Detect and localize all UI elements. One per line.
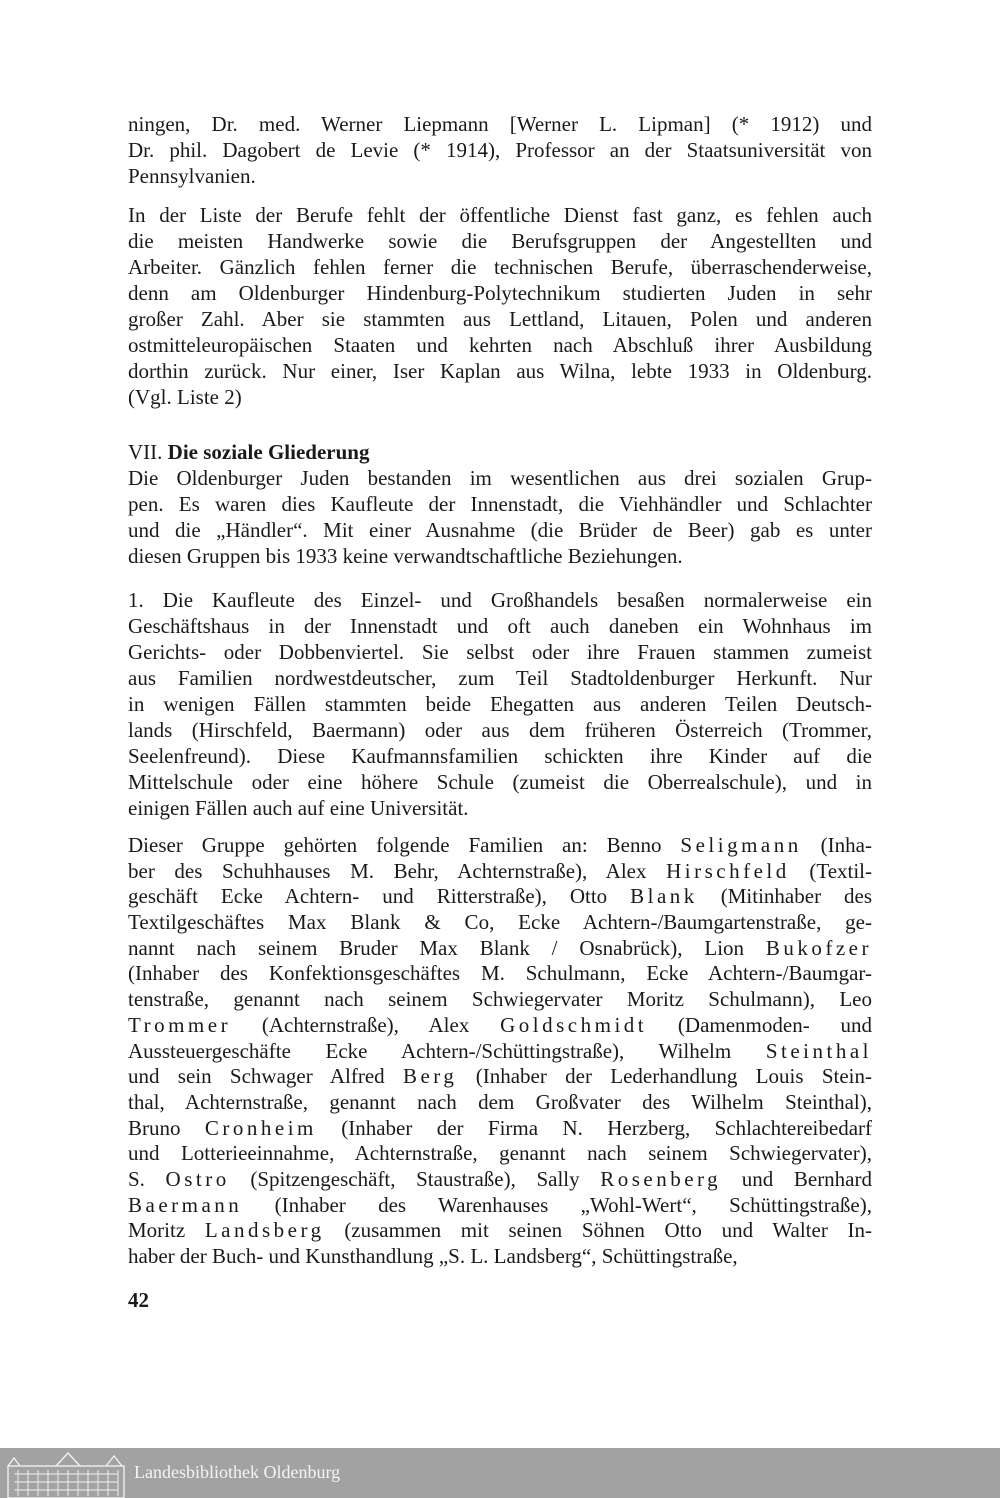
text-line [128, 202, 872, 228]
text-segment: Moritz [128, 1218, 205, 1243]
paragraph-3 [128, 465, 872, 569]
text-segment: S. [128, 1166, 166, 1191]
text-segment: Bruno [128, 1115, 205, 1140]
text-line [128, 613, 872, 639]
text-segment: (Inhaber des Warenhauses „Wohl-Wert“, Schüttingstraße), [242, 1192, 872, 1217]
text-segment: großer Zahl. Aber sie stammten aus Lettland, Litauen, Polen und anderen [128, 307, 872, 331]
spaced-name: Berg [402, 1064, 458, 1089]
text-segment: thal, Achternstraße, genannt nach dem Großvater des Wilhelm Steinthal), [128, 1089, 872, 1114]
text-line [128, 465, 872, 491]
text-line [128, 639, 872, 665]
text-segment: (Damenmoden- und [647, 1012, 872, 1037]
text-line [128, 306, 872, 332]
text-segment: ber des Schuhhauses M. Behr, Achternstraße), Alex [128, 858, 667, 883]
text-segment: dorthin zurück. Nur einer, Iser Kaplan aus Wilna, lebte 1933 in Oldenburg. [128, 359, 872, 383]
text-line [128, 358, 872, 384]
text-segment: denn am Oldenburger Hindenburg-Polytechnikum studierten Juden in sehr [128, 281, 872, 305]
text-segment: (Inhaber der Firma N. Herzberg, Schlachtereibedarf [316, 1115, 873, 1140]
text-segment: und Lotterieeinnahme, Achternstraße, genannt nach seinem Schwiegervater), [128, 1141, 872, 1166]
text-segment: Aussteuergeschäfte Ecke Achtern-/Schüttingstraße), Wilhelm [128, 1038, 766, 1063]
text-segment: und Bernhard [721, 1166, 872, 1191]
text-line [128, 1116, 872, 1142]
text-segment: Gerichts- oder Dobbenviertel. Sie selbst oder ihre Frauen stammen zumeist [128, 640, 872, 664]
text-line [128, 717, 872, 743]
text-segment: (zusammen mit seinen Söhnen Otto und Walter In- [324, 1218, 872, 1243]
text-line [128, 1013, 872, 1039]
text-line [128, 1244, 872, 1270]
text-segment: ostmitteleuropäischen Staaten und kehrten nach Abschluß ihrer Ausbildung [128, 333, 872, 357]
text-segment: in wenigen Fällen stammten beide Ehegatten aus anderen Teilen Deutsch- [128, 692, 872, 716]
paragraph-5 [128, 833, 872, 1270]
text-line [128, 665, 872, 691]
text-segment: Dieser Gruppe gehörten folgende Familien an: Benno [128, 833, 681, 857]
spaced-name: Bukofzer [765, 935, 872, 960]
text-line [128, 691, 872, 717]
text-segment: diesen Gruppen bis 1933 keine verwandtschaftliche Beziehungen. [128, 544, 683, 568]
spaced-name: Ostro [165, 1166, 230, 1191]
text-line [128, 1064, 872, 1090]
text-segment: (Inha- [801, 833, 872, 857]
paragraph-2 [128, 202, 872, 410]
text-segment: (Inhaber des Konfektionsgeschäftes M. Schulmann, Ecke Achtern-/Baumgar- [128, 961, 872, 986]
text-segment: Pennsylvanien. [128, 164, 256, 188]
text-line [128, 833, 872, 859]
text-line [128, 795, 872, 821]
text-line [128, 254, 872, 280]
text-line [128, 228, 872, 254]
spaced-name: Rosenberg [600, 1166, 722, 1191]
text-line [128, 936, 872, 962]
text-line [128, 884, 872, 910]
text-line [128, 1039, 872, 1065]
footer-bar [0, 1448, 1000, 1498]
spaced-name: Hirschfeld [666, 858, 790, 883]
text-segment: ningen, Dr. med. Werner Liepmann [Werner L. Lipman] (* 1912) und [128, 112, 872, 136]
text-segment: (Spitzengeschäft, Staustraße), Sally [229, 1166, 601, 1191]
text-line [128, 743, 872, 769]
text-segment: Arbeiter. Gänzlich fehlen ferner die technischen Berufe, überraschenderweise, [128, 255, 872, 279]
spaced-name: Baermann [128, 1192, 243, 1217]
page-number: 42 [128, 1288, 149, 1312]
text-segment: haber der Buch- und Kunsthandlung „S. L. Landsberg“, Schüttingstraße, [128, 1244, 738, 1268]
text-line [128, 491, 872, 517]
spaced-name: Seligmann [680, 833, 802, 857]
text-segment: einigen Fällen auch auf eine Universität. [128, 796, 469, 820]
text-segment: Seelenfreund). Diese Kaufmannsfamilien schickten ihre Kinder auf die [128, 744, 872, 768]
text-line [128, 1141, 872, 1167]
section-heading [128, 439, 872, 465]
text-segment: VII. [128, 440, 168, 464]
text-line [128, 163, 872, 189]
text-segment: (Inhaber der Lederhandlung Louis Stein- [457, 1064, 872, 1089]
text-segment: tenstraße, genannt nach seinem Schwiegervater Moritz Schulmann), Leo [128, 987, 872, 1012]
paragraph-4 [128, 587, 872, 821]
heading-title: Die soziale Gliederung [167, 440, 370, 464]
library-building-logo-icon [6, 1452, 126, 1498]
spaced-name: Goldschmidt [500, 1012, 648, 1037]
paragraph-1 [128, 111, 872, 189]
text-segment: lands (Hirschfeld, Baermann) oder aus dem früheren Österreich (Trommer, [128, 718, 872, 742]
text-segment: Textilgeschäftes Max Blank & Co, Ecke Achtern-/Baumgartenstraße, ge- [128, 910, 872, 935]
text-segment: und die „Händler“. Mit einer Ausnahme (die Brüder de Beer) gab es unter [128, 518, 872, 542]
text-segment: pen. Es waren dies Kaufleute der Innenstadt, die Viehhändler und Schlachter [128, 492, 872, 516]
text-line [128, 439, 872, 465]
library-name: Landesbibliothek Oldenburg [134, 1462, 341, 1482]
text-line [128, 1167, 872, 1193]
spaced-name: Blank [630, 884, 698, 909]
text-segment: (Vgl. Liste 2) [128, 385, 242, 409]
text-line [128, 587, 872, 613]
text-segment: nannt nach seinem Bruder Max Blank / Osnabrück), Lion [128, 935, 766, 960]
text-segment: geschäft Ecke Achtern- und Ritterstraße), Otto [128, 884, 631, 909]
text-line [128, 961, 872, 987]
spaced-name: Steinthal [765, 1038, 872, 1063]
text-segment: (Achternstraße), Alex [231, 1012, 501, 1037]
text-line [128, 987, 872, 1013]
text-line [128, 543, 872, 569]
spaced-name: Cronheim [204, 1115, 317, 1140]
text-segment: die meisten Handwerke sowie die Berufsgruppen der Angestellten und [128, 229, 872, 253]
text-segment: und sein Schwager Alfred [128, 1064, 403, 1089]
text-line [128, 1218, 872, 1244]
text-line [128, 859, 872, 885]
text-line [128, 769, 872, 795]
spaced-name: Landsberg [204, 1218, 325, 1243]
text-segment: aus Familien nordwestdeutscher, zum Teil Stadtoldenburger Herkunft. Nur [128, 666, 872, 690]
text-line [128, 111, 872, 137]
text-line [128, 517, 872, 543]
text-segment: Geschäftshaus in der Innenstadt und oft auch daneben ein Wohnhaus im [128, 614, 872, 638]
text-line [128, 280, 872, 306]
text-segment: Die Oldenburger Juden bestanden im wesentlichen aus drei sozialen Grup- [128, 466, 872, 490]
text-line [128, 910, 872, 936]
text-line [128, 1193, 872, 1219]
text-segment: (Textil- [789, 858, 873, 883]
spaced-name: Trommer [128, 1012, 232, 1037]
text-line [128, 137, 872, 163]
text-line [128, 332, 872, 358]
text-line [128, 384, 872, 410]
text-segment: Mittelschule oder eine höhere Schule (zumeist die Oberrealschule), und in [128, 770, 872, 794]
text-segment: In der Liste der Berufe fehlt der öffentliche Dienst fast ganz, es fehlen auch [128, 203, 872, 227]
text-segment: 1. Die Kaufleute des Einzel- und Großhandels besaßen normalerweise ein [128, 588, 872, 612]
text-segment: Dr. phil. Dagobert de Levie (* 1914), Professor an der Staatsuniversität von [128, 138, 872, 162]
text-line [128, 1090, 872, 1116]
text-segment: (Mitinhaber des [697, 884, 873, 909]
